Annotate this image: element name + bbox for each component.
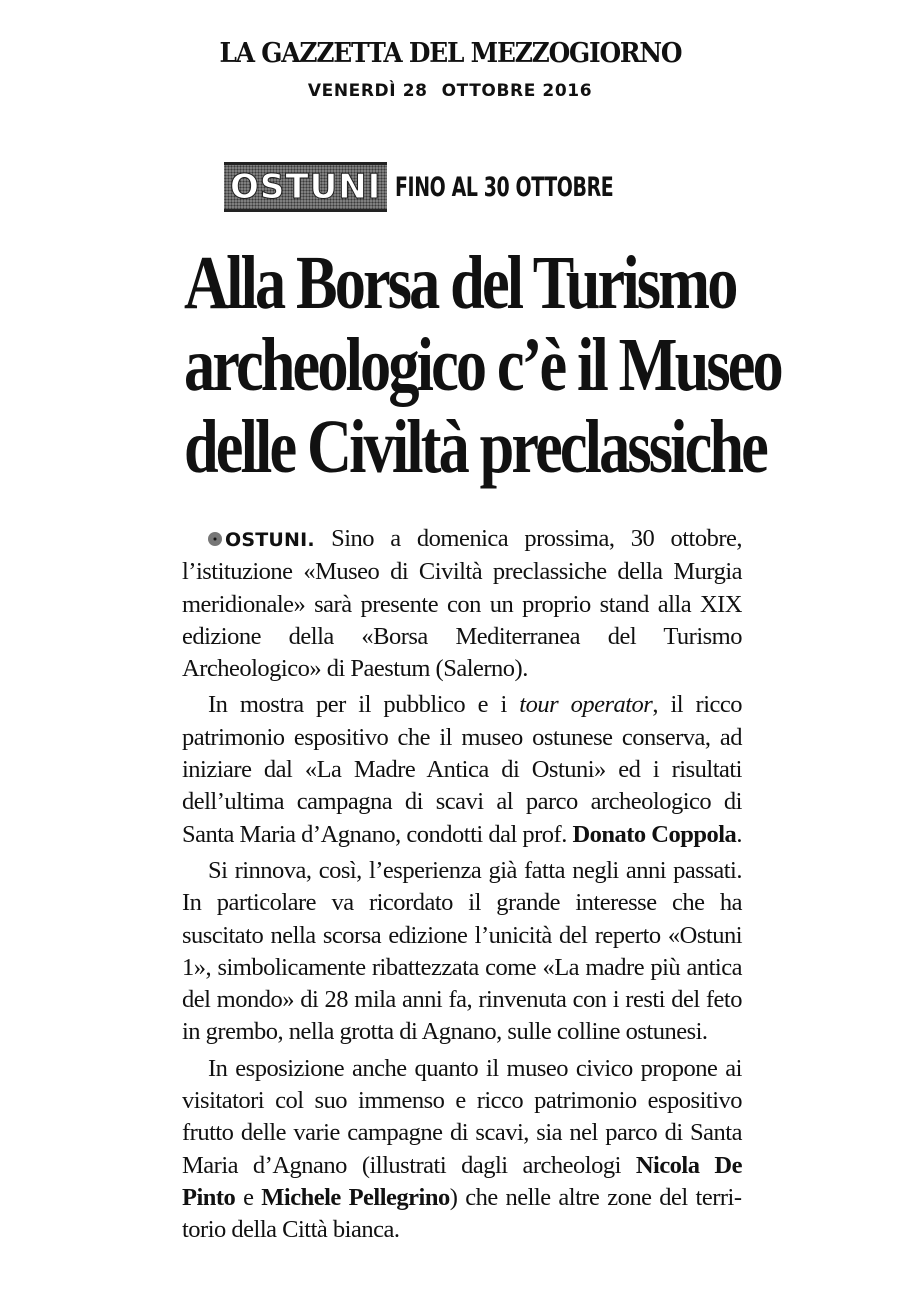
- paragraph-2: [182, 689, 742, 850]
- paragraph-2-end: .: [736, 820, 742, 848]
- date-day: VENERDÌ 28: [307, 81, 428, 101]
- headline-line-2: archeologico c’è il Museo: [184, 323, 781, 407]
- paragraph-3: Si rinnova, così, l’esperienza già fatta negli anni passati. In particolare va ricordato il grande interesse che ha suscitato nella scorsa edizione l’unicità del reperto «Ostuni 1», simbolicamente ribattezzata come «La madre più antica del mondo» di 28 mila anni fa, rinvenuta con i resti del feto in grembo, nella grotta di Agnano, sulle colline ostunesi.: [182, 856, 742, 1046]
- newspaper-masthead: LA GAZZETTA DEL MEZZOGIORNO: [219, 38, 682, 69]
- paragraph-1-text: Sino a domenica prossima, 30 ottobre, l’istituzione «Museo di Civiltà preclassiche della Murgia meridionale» sarà presente con un proprio stand alla XIX edizione della «Borsa Mediterranea del Turismo Archeologico» di Paestum (Salerno).: [182, 525, 743, 683]
- publication-date: [0, 81, 900, 101]
- dateline: OSTUNI.: [225, 529, 315, 551]
- article-body: [182, 523, 742, 1251]
- date-month-year: OTTOBRE 2016: [441, 81, 593, 101]
- paragraph-4-text-b: ) che nelle altre zone del territorio della Città bianca.: [182, 1183, 743, 1244]
- paragraph-4: [182, 1053, 742, 1247]
- headline-line-3: delle Civiltà preclassiche: [184, 405, 766, 489]
- paragraph-2-text-a: In mostra per il pubblico e i: [208, 691, 520, 719]
- location-badge: OSTUNI: [224, 162, 387, 212]
- headline-line-1: Alla Borsa del Turismo: [184, 241, 736, 325]
- dateline-bullet-icon: [208, 532, 222, 546]
- paragraph-4-conjunction: e: [235, 1183, 262, 1211]
- article-headline: [184, 241, 781, 489]
- kicker-text: FINO AL 30 OTTOBRE: [395, 171, 614, 203]
- paragraph-2-italic: tour operator: [519, 691, 653, 719]
- person-name-coppola: Donato Coppola: [572, 820, 737, 848]
- paragraph-2-text-b: , il ricco patrimonio espositivo che il museo ostunese conserva, ad iniziare dal «La Madre Antica di Ostuni» ed i risultati dell’ultima campagna di scavi al parco archeologico di Santa Maria d’Agnano, condotti dal prof.: [182, 691, 743, 848]
- paragraph-4-text-a: In esposizione anche quanto il museo civico propone ai visitatori col suo immenso e ricco patrimonio espositivo frutto delle varie campagne di scavi, sia nel parco di Santa Maria d’Agnano (illustrati dagli archeologi: [182, 1054, 742, 1179]
- person-name-de-pinto: Nicola De Pinto: [182, 1151, 742, 1211]
- person-name-pellegrino: Michele Pellegrino: [261, 1183, 450, 1211]
- paragraph-1: [182, 523, 742, 685]
- kicker-row: [224, 160, 675, 214]
